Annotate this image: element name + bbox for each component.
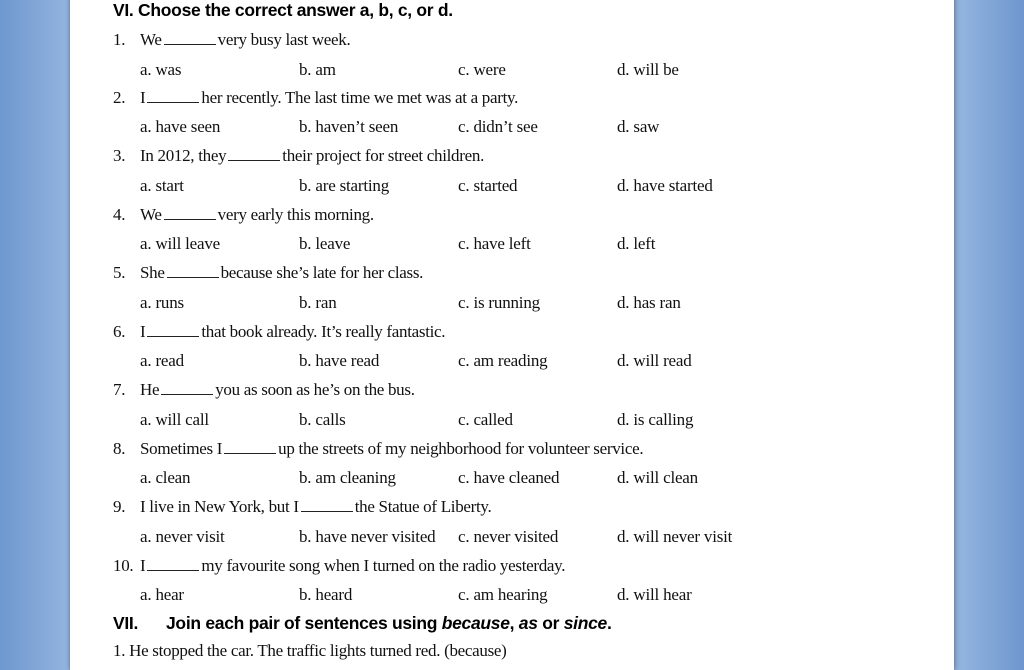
answer-blank bbox=[167, 265, 219, 278]
option-a: a. will call bbox=[140, 410, 209, 429]
question-text-before: We bbox=[140, 30, 162, 49]
option-c: c. called bbox=[458, 410, 513, 429]
question-3 bbox=[113, 146, 484, 166]
option-b: b. are starting bbox=[299, 176, 389, 195]
option-c: c. were bbox=[458, 60, 506, 79]
question-9 bbox=[113, 497, 491, 517]
question-text-before: I live in New York, but I bbox=[140, 497, 299, 516]
question-text-after: very busy last week. bbox=[217, 30, 351, 49]
option-a: a. start bbox=[140, 176, 184, 195]
keyword-since: since bbox=[563, 613, 607, 633]
answer-blank bbox=[224, 441, 276, 454]
question-text-before: I bbox=[140, 322, 146, 341]
option-d: d. has ran bbox=[617, 293, 681, 312]
option-c: c. never visited bbox=[458, 527, 559, 546]
question-2 bbox=[113, 88, 518, 108]
option-b: b. haven’t seen bbox=[299, 117, 399, 136]
option-a: a. have seen bbox=[140, 117, 221, 136]
section-vii-period: . bbox=[606, 613, 612, 633]
question-number: 8. bbox=[113, 439, 126, 458]
answer-blank bbox=[301, 499, 353, 512]
question-number: 10. bbox=[113, 556, 134, 575]
option-c: c. didn’t see bbox=[458, 117, 538, 136]
question-5 bbox=[113, 263, 423, 283]
answer-blank bbox=[228, 148, 280, 161]
option-a: a. runs bbox=[140, 293, 184, 312]
option-a: a. was bbox=[140, 60, 182, 79]
option-a: a. never visit bbox=[140, 527, 225, 546]
option-a: a. clean bbox=[140, 468, 191, 487]
question-8 bbox=[113, 439, 643, 459]
option-c: c. started bbox=[458, 176, 518, 195]
answer-blank bbox=[147, 558, 199, 571]
question-text-before: He bbox=[140, 380, 160, 399]
separator-or: or bbox=[537, 613, 564, 633]
option-a: a. hear bbox=[140, 585, 184, 604]
question-text-after: my favourite song when I turned on the radio yesterday. bbox=[201, 556, 566, 575]
option-d: d. will clean bbox=[617, 468, 698, 487]
answer-blank bbox=[147, 90, 199, 103]
answer-blank bbox=[164, 32, 216, 45]
option-c: c. is running bbox=[458, 293, 540, 312]
option-b: b. have read bbox=[299, 351, 380, 370]
question-text-before: I bbox=[140, 556, 146, 575]
question-text-before: I bbox=[140, 88, 146, 107]
section-vii-number: VII. bbox=[113, 613, 139, 633]
section-vii-text: Join each pair of sentences using bbox=[166, 613, 442, 633]
question-7 bbox=[113, 380, 415, 400]
option-b: b. heard bbox=[299, 585, 353, 604]
option-c: c. am hearing bbox=[458, 585, 548, 604]
question-number: 5. bbox=[113, 263, 126, 282]
option-d: d. will never visit bbox=[617, 527, 733, 546]
question-text-after: up the streets of my neighborhood for volunteer service. bbox=[278, 439, 644, 458]
answer-blank bbox=[147, 324, 199, 337]
question-4 bbox=[113, 205, 374, 225]
option-c: c. have left bbox=[458, 234, 531, 253]
option-d: d. saw bbox=[617, 117, 660, 136]
question-text-after: because she’s late for her class. bbox=[220, 263, 424, 282]
option-b: b. am bbox=[299, 60, 336, 79]
option-d: d. will read bbox=[617, 351, 692, 370]
option-b: b. ran bbox=[299, 293, 337, 312]
option-d: d. will hear bbox=[617, 585, 692, 604]
option-c: c. am reading bbox=[458, 351, 548, 370]
question-text-after: very early this morning. bbox=[217, 205, 374, 224]
question-number: 6. bbox=[113, 322, 126, 341]
keyword-as: as bbox=[518, 613, 538, 633]
question-number: 1. bbox=[113, 30, 126, 49]
option-b: b. have never visited bbox=[299, 527, 436, 546]
keyword-because: because bbox=[441, 613, 510, 633]
question-text-before: Sometimes I bbox=[140, 439, 223, 458]
question-text-before: She bbox=[140, 263, 165, 282]
question-number: 4. bbox=[113, 205, 126, 224]
question-text-after: the Statue of Liberty. bbox=[354, 497, 492, 516]
option-d: d. will be bbox=[617, 60, 679, 79]
option-d: d. is calling bbox=[617, 410, 694, 429]
question-number: 9. bbox=[113, 497, 126, 516]
option-c: c. have cleaned bbox=[458, 468, 560, 487]
partially-visible-line: 1. He stopped the car. The traffic lights turned red. (because) bbox=[113, 641, 507, 660]
option-b: b. leave bbox=[299, 234, 351, 253]
separator-comma: , bbox=[509, 613, 519, 633]
option-d: d. left bbox=[617, 234, 656, 253]
question-number: 2. bbox=[113, 88, 126, 107]
question-number: 3. bbox=[113, 146, 126, 165]
question-6 bbox=[113, 322, 445, 342]
section-vi-title: VI. Choose the correct answer a, b, c, or d. bbox=[113, 0, 453, 20]
answer-blank bbox=[164, 207, 216, 220]
question-text-after: that book already. It’s really fantastic. bbox=[201, 322, 446, 341]
question-10 bbox=[113, 556, 565, 576]
question-text-after: their project for street children. bbox=[282, 146, 485, 165]
question-number: 7. bbox=[113, 380, 126, 399]
question-text-after: you as soon as he’s on the bus. bbox=[215, 380, 415, 399]
option-b: b. calls bbox=[299, 410, 346, 429]
option-a: a. will leave bbox=[140, 234, 221, 253]
option-a: a. read bbox=[140, 351, 184, 370]
option-d: d. have started bbox=[617, 176, 713, 195]
section-vii-title bbox=[113, 613, 612, 634]
answer-blank bbox=[161, 382, 213, 395]
question-text-after: her recently. The last time we met was at a party. bbox=[201, 88, 519, 107]
question-text-before: We bbox=[140, 205, 162, 224]
question-1 bbox=[113, 30, 350, 50]
question-text-before: In 2012, they bbox=[140, 146, 227, 165]
option-b: b. am cleaning bbox=[299, 468, 396, 487]
